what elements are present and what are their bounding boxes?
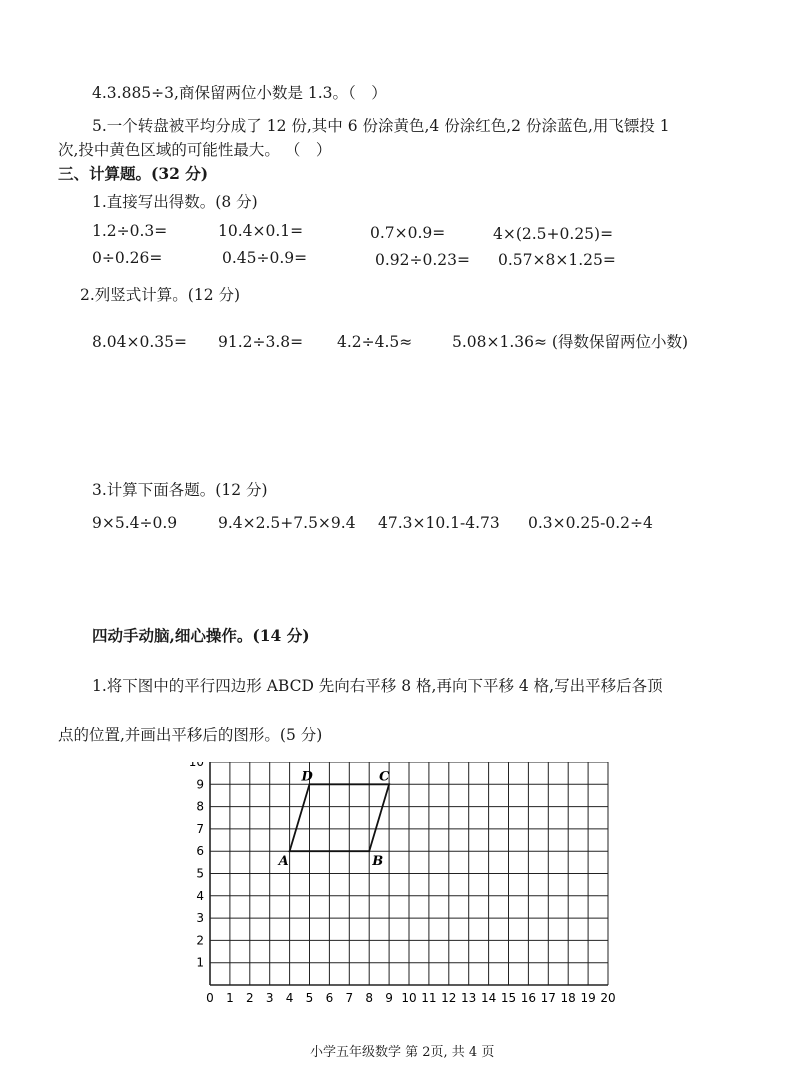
x-tick-label: 14	[480, 991, 497, 1005]
vertex-label-a: A	[278, 854, 289, 870]
y-tick-label: 5	[196, 866, 204, 881]
x-tick-label: 4	[285, 991, 294, 1005]
x-tick-label: 9	[385, 991, 393, 1005]
section3-p3-title: 3.计算下面各题。(12 分)	[92, 481, 268, 499]
x-tick-label: 11	[421, 991, 437, 1005]
x-tick-label: 12	[441, 991, 457, 1005]
judge-q4: 4.3.885÷3,商保留两位小数是 1.3。（ ）	[92, 84, 387, 102]
x-tick-label: 5	[305, 991, 314, 1005]
x-tick-label: 10	[401, 991, 417, 1005]
x-tick-label: 3	[265, 991, 274, 1005]
y-tick-label: 9	[196, 777, 204, 792]
judge-q5-line2: 次,投中黄色区域的可能性最大。 （ ）	[58, 141, 332, 159]
x-tick-label: 16	[520, 991, 537, 1005]
grid-svg	[185, 762, 625, 1017]
x-tick-label: 15	[500, 991, 517, 1005]
p1-row2-item2: 0.45÷0.9=	[222, 249, 308, 267]
y-tick-label: 7	[196, 821, 204, 836]
parallelogram-abcd	[290, 784, 390, 851]
section3-p1-title: 1.直接写出得数。(8 分)	[92, 193, 258, 211]
y-tick-label: 4	[196, 888, 204, 903]
p1-row1-item3: 0.7×0.9=	[370, 224, 446, 242]
coordinate-grid	[185, 762, 625, 1021]
page-footer: 小学五年级数学 第 2页, 共 4 页	[310, 1045, 495, 1060]
x-tick-label: 8	[365, 991, 374, 1005]
p2-item3: 4.2÷4.5≈	[337, 333, 413, 351]
p1-row2-item4: 0.57×8×1.25=	[498, 251, 616, 269]
p3-item3: 47.3×10.1-4.73	[378, 514, 500, 532]
vertex-label-b: B	[372, 854, 384, 870]
x-tick-label: 18	[560, 991, 576, 1005]
x-tick-label: 19	[580, 991, 596, 1005]
y-tick-label: 2	[196, 933, 204, 948]
p2-item2: 91.2÷3.8=	[218, 333, 304, 351]
y-tick-label: 10	[188, 762, 204, 769]
p1-row1-item1: 1.2÷0.3=	[92, 222, 168, 240]
y-tick-label: 1	[196, 955, 204, 970]
x-tick-label: 6	[325, 991, 334, 1005]
section3-p2-title: 2.列竖式计算。(12 分)	[80, 286, 241, 304]
x-tick-label: 1	[226, 991, 234, 1005]
x-tick-label: 2	[245, 991, 254, 1005]
y-tick-label: 6	[196, 844, 204, 859]
x-tick-label: 0	[206, 991, 214, 1005]
p2-item4: 5.08×1.36≈ (得数保留两位小数)	[452, 333, 689, 351]
x-tick-label: 13	[461, 991, 477, 1005]
section4-q1-line1: 1.将下图中的平行四边形 ABCD 先向右平移 8 格,再向下平移 4 格,写出平移后各顶	[92, 677, 663, 695]
p1-row1-item4: 4×(2.5+0.25)=	[493, 225, 614, 243]
p3-item2: 9.4×2.5+7.5×9.4	[218, 514, 356, 532]
p1-row2-item3: 0.92÷0.23=	[375, 251, 470, 269]
p1-row2-item1: 0÷0.26=	[92, 249, 163, 267]
section3-title: 三、计算题。(32 分)	[58, 164, 209, 183]
p2-item1: 8.04×0.35=	[92, 333, 187, 351]
vertex-label-c: C	[379, 769, 390, 785]
section4-title: 四动手动脑,细心操作。(14 分)	[92, 626, 310, 645]
p3-item4: 0.3×0.25-0.2÷4	[528, 514, 653, 532]
judge-q5-line1: 5.一个转盘被平均分成了 12 份,其中 6 份涂黄色,4 份涂红色,2 份涂蓝色,用飞镖投 1	[92, 117, 670, 135]
y-tick-label: 8	[196, 799, 204, 814]
x-tick-label: 20	[600, 991, 616, 1005]
x-tick-label: 7	[345, 991, 354, 1005]
p3-item1: 9×5.4÷0.9	[92, 514, 178, 532]
section4-q1-line2: 点的位置,并画出平移后的图形。(5 分)	[58, 726, 323, 744]
x-tick-label: 17	[540, 991, 556, 1005]
p1-row1-item2: 10.4×0.1=	[218, 222, 304, 240]
y-tick-label: 3	[196, 911, 204, 926]
vertex-label-d: D	[301, 769, 313, 785]
